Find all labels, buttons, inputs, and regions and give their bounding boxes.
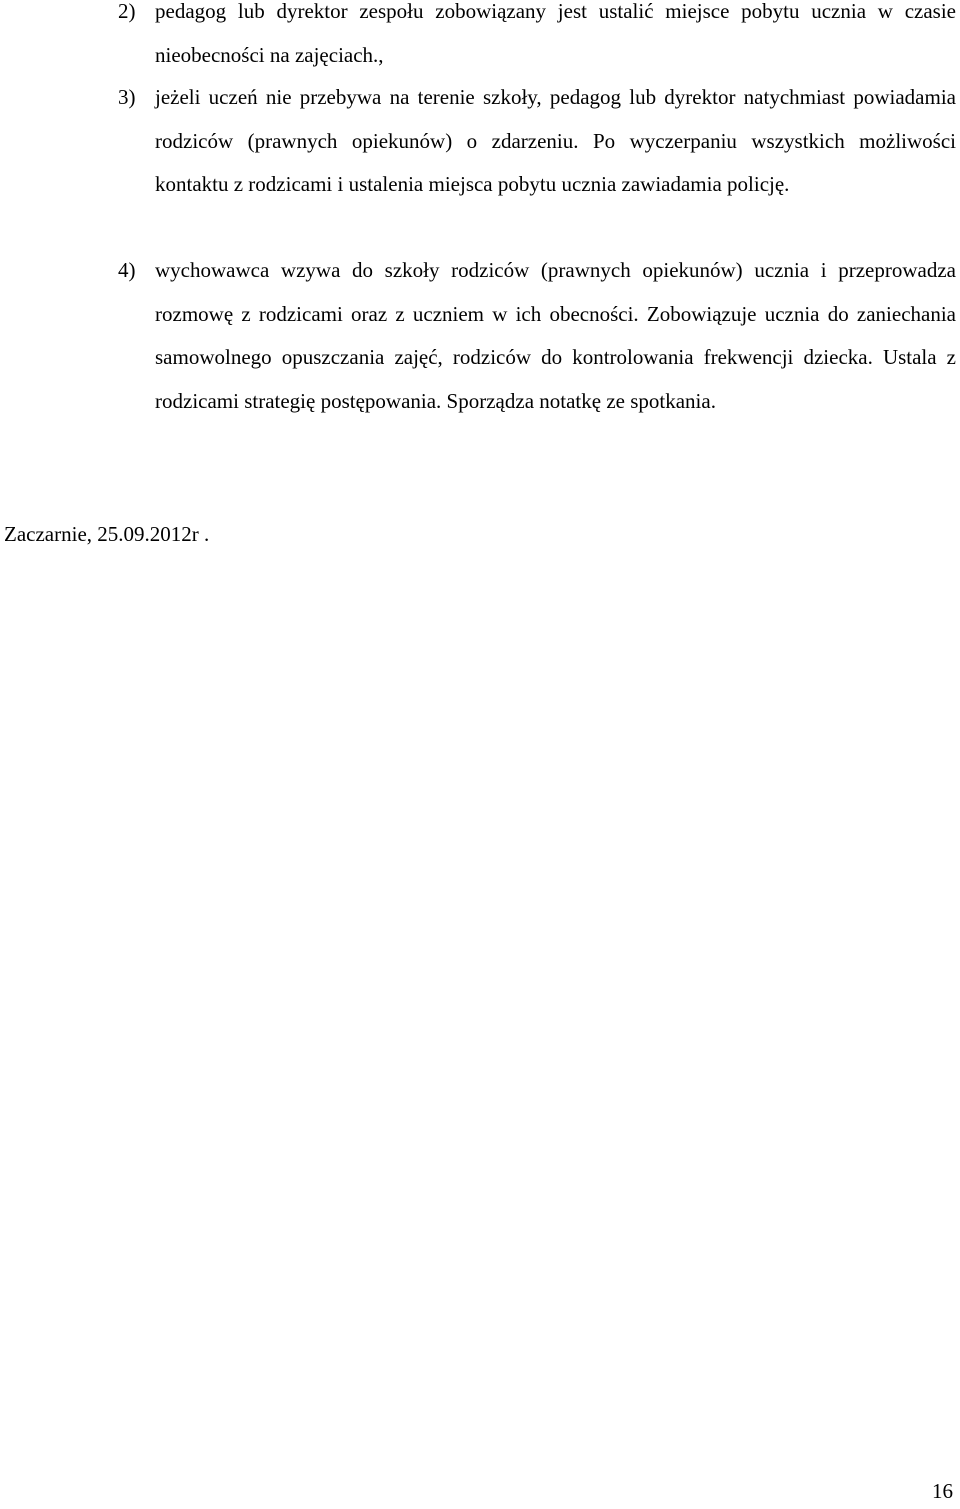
list-item-number: 3) <box>118 85 136 109</box>
list-item-text: pedagog lub dyrektor zespołu zobowiązany jest ustalić miejsce pobytu ucznia w czasie nieobecności na zajęciach., <box>155 0 956 67</box>
list-item-text: jeżeli uczeń nie przebywa na terenie szkoły, pedagog lub dyrektor natychmiast powiadamia rodziców (prawnych opiekunów) o zdarzeniu. Po wyczerpaniu wszystkich możliwości kontaktu z rodzicami i ustalenia miejsca pobytu ucznia zawiadamia policję. <box>155 85 956 197</box>
list-item-number: 2) <box>118 0 136 23</box>
place-date-signature: Zaczarnie, 25.09.2012r . <box>4 522 210 546</box>
list-item-text: wychowawca wzywa do szkoły rodziców (prawnych opiekunów) ucznia i przeprowadza rozmowę z rodzicami oraz z uczniem w ich obecności. Zobowiązuje ucznia do zaniechania samowolnego opuszczania zajęć, rodziców do kontrolowania frekwencji dziecka. Ustala z rodzicami strategię postępowania. Sporządza notatkę ze spotkania. <box>155 258 956 413</box>
page-number: 16 <box>932 1479 953 1503</box>
list-item-number: 4) <box>118 258 136 282</box>
list-item <box>118 249 956 423</box>
list-item <box>118 0 956 77</box>
list-item <box>118 76 956 207</box>
